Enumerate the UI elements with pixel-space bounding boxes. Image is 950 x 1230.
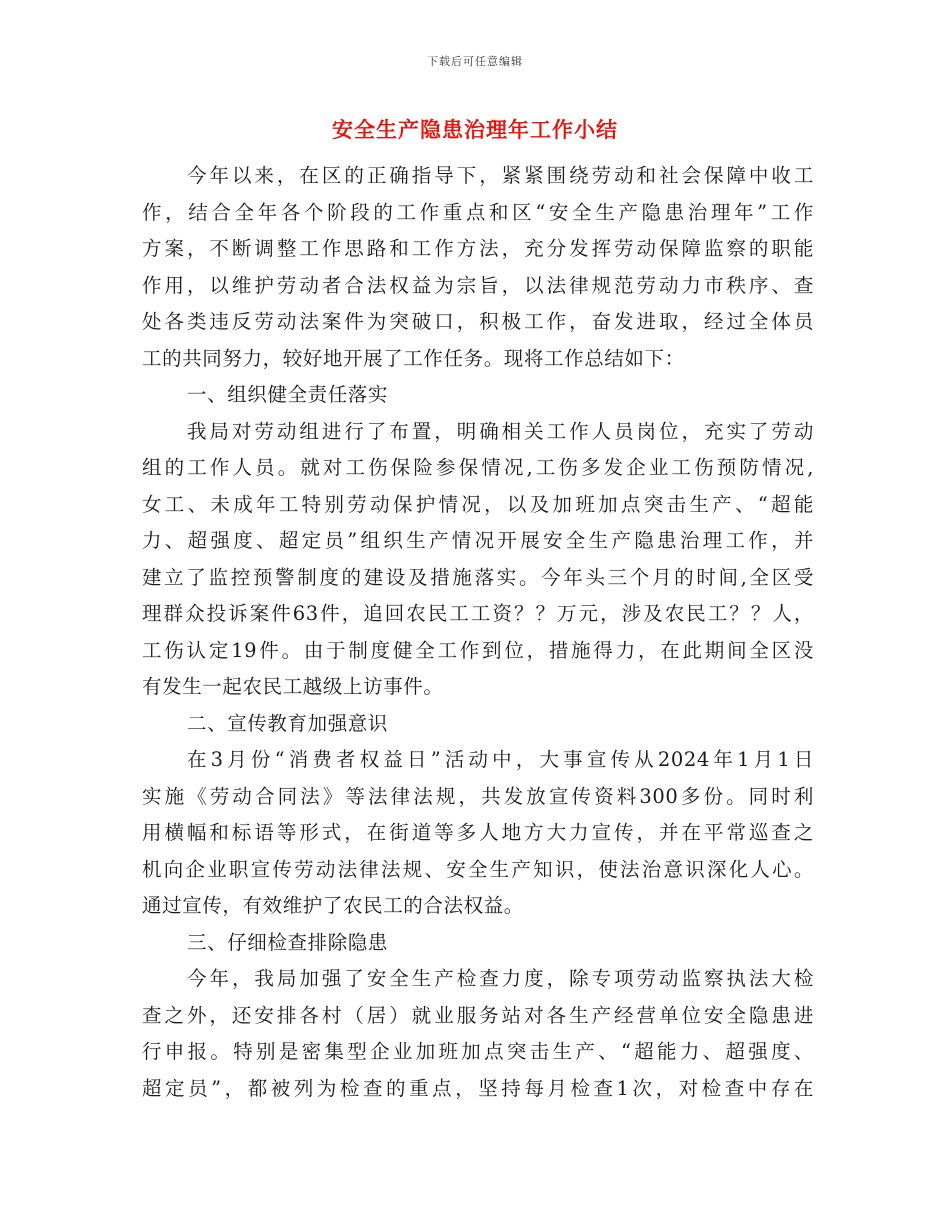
section-heading: 二、宣传教育加强意识 — [187, 711, 389, 735]
body-line: 力、超强度、超定员”组织生产情况开展安全生产隐患治理工作，并 — [142, 529, 814, 552]
body-line: 在3月份“消费者权益日”活动中，大事宣传从2024年1月1日 — [187, 748, 814, 771]
document-title: 安全生产隐患治理年工作小结 — [332, 117, 618, 142]
body-line: 有发生一起农民工越级上访事件。 — [142, 675, 444, 698]
body-line: 查之外，还安排各村（居）就业服务站对各生产经营单位安全隐患进 — [142, 1003, 814, 1027]
document-body — [142, 158, 814, 1107]
body-line: 我局对劳动组进行了布置，明确相关工作人员岗位，充实了劳动 — [187, 419, 814, 443]
body-line: 作用，以维护劳动者合法权益为宗旨，以法律规范劳动力市秩序、查 — [142, 273, 814, 297]
body-line: 工伤认定19件。由于制度健全工作到位，措施得力，在此期间全区没 — [142, 638, 814, 662]
body-line: 行申报。特别是密集型企业加班加点突击生产、“超能力、超强度、 — [142, 1040, 814, 1063]
body-line: 作，结合全年各个阶段的工作重点和区“安全生产隐患治理年”工作 — [142, 200, 814, 224]
header-note: 下载后可任意编辑 — [427, 55, 523, 68]
section-heading: 一、组织健全责任落实 — [187, 383, 389, 406]
body-line: 工的共同努力，较好地开展了工作任务。现将工作总结如下： — [142, 346, 685, 370]
body-line: 实施《劳动合同法》等法律法规，共发放宣传资料300多份。同时利 — [142, 784, 814, 808]
body-line: 女工、未成年工特别劳动保护情况，以及加班加点突击生产、“超能 — [142, 492, 814, 516]
body-line: 今年以来，在区的正确指导下，紧紧围绕劳动和社会保障中收工 — [187, 164, 814, 187]
body-line: 用横幅和标语等形式，在街道等多人地方大力宣传，并在平常巡查之 — [142, 821, 814, 844]
body-line: 通过宣传，有效维护了农民工的合法权益。 — [142, 894, 524, 917]
body-line: 方案，不断调整工作思路和工作方法，充分发挥劳动保障监察的职能 — [142, 237, 814, 260]
body-line: 处各类违反劳动法案件为突破口，积极工作，奋发进取，经过全体员 — [142, 310, 814, 333]
body-line: 今年，我局加强了安全生产检查力度，除专项劳动监察执法大检 — [187, 967, 814, 990]
body-line: 超定员”，都被列为检查的重点，坚持每月检查1次，对检查中存在 — [142, 1076, 814, 1100]
body-line: 机向企业职宣传劳动法律法规、安全生产知识，使法治意识深化人心。 — [142, 857, 814, 881]
body-line: 理群众投诉案件63件，追回农民工工资？？万元，涉及农民工？？人， — [142, 602, 814, 625]
section-heading: 三、仔细检查排除隐患 — [187, 930, 389, 954]
body-line: 组的工作人员。就对工伤保险参保情况,工伤多发企业工伤预防情况, — [142, 456, 814, 479]
body-line: 建立了监控预警制度的建设及措施落实。今年头三个月的时间,全区受 — [142, 565, 814, 589]
